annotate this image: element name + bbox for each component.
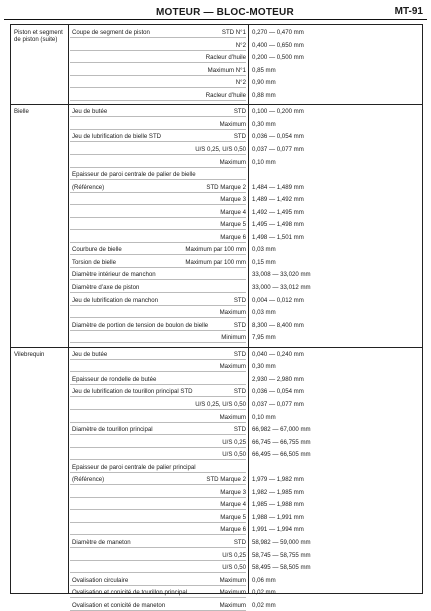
spec-condition: Maximum [219,589,246,597]
row-rule [70,204,246,205]
table-row [11,144,422,155]
table-row [11,90,422,101]
spec-value: 58,745 — 58,755 mm [252,551,311,559]
row-rule [70,50,246,51]
table-row [11,27,422,38]
spec-description: (Référence) [72,476,105,484]
spec-value: 0,15 mm [252,258,276,266]
spec-value: 58,495 — 58,505 mm [252,564,311,572]
row-rule [70,459,246,460]
row-rule [70,422,246,423]
spec-value: 2,930 — 2,980 mm [252,375,304,383]
row-rule [70,330,246,331]
table-row [11,119,422,130]
row-rule [70,384,246,385]
row-rule [70,129,246,130]
spec-value: 58,982 — 59,000 mm [252,539,311,546]
spec-description: Jeu de lubrification de tourillon principal STD [72,388,193,396]
spec-description: Diamètre de maneton [72,539,131,546]
section-label: Piston et segment de piston (suite) [14,29,63,44]
table-row [11,295,422,306]
spec-condition: STD [233,321,246,329]
spec-value: 1,985 — 1,988 mm [252,501,304,509]
spec-value: 1,484 — 1,489 mm [252,183,304,191]
row-rule [70,192,246,193]
row-rule [70,267,246,268]
spec-condition: Marque 5 [220,513,246,521]
spec-description: Diamètre d’axe de piston [72,284,140,291]
table-row [11,40,422,51]
spec-value: 0,100 — 0,200 mm [252,108,304,116]
row-rule [70,597,246,598]
spec-condition: U/S 0,50 [222,451,246,459]
row-rule [70,472,246,473]
spec-description: Courbure de bielle [72,246,122,254]
spec-description: (Référence) [72,183,105,191]
spec-value: 0,270 — 0,470 mm [252,29,304,36]
spec-condition: U/S 0,25 [222,551,246,559]
spec-condition: Maximum par 100 mm [185,258,246,266]
row-rule [70,242,246,243]
row-rule [70,154,246,155]
row-rule [70,305,246,306]
spec-condition: Maximum N°1 [207,66,246,74]
section-label: Vilebrequin [14,350,45,358]
row-rule [70,116,246,117]
spec-value: 1,492 — 1,495 mm [252,208,304,216]
spec-value: 1,991 — 1,994 mm [252,526,304,534]
table-row [11,194,422,205]
spec-condition: U/S 0,25, U/S 0,50 [195,145,246,153]
spec-value: 66,982 — 67,000 mm [252,426,311,434]
spec-condition: STD [233,426,246,434]
table-row [11,537,422,548]
table-row [11,412,422,423]
row-rule [70,87,246,88]
table-row [11,349,422,360]
spec-value: 1,498 — 1,501 mm [252,233,304,241]
row-rule [70,179,246,180]
spec-value: 0,88 mm [252,91,276,99]
spec-condition: U/S 0,50 [222,564,246,572]
spec-value: 0,30 mm [252,120,276,128]
spec-description: Ovalisation circulaire [72,576,129,584]
spec-condition: Marque 4 [220,501,246,509]
table-row [11,320,422,331]
spec-condition: Maximum [219,413,246,421]
spec-value: 0,03 mm [252,309,276,317]
spec-value: 0,037 — 0,077 mm [252,400,304,408]
spec-condition: Marque 3 [220,196,246,204]
spec-condition: U/S 0,25 [222,438,246,446]
row-rule [70,560,246,561]
spec-value: 1,988 — 1,991 mm [252,513,304,521]
row-rule [70,317,246,318]
row-rule [70,254,246,255]
spec-value: 7,95 mm [252,334,276,342]
table-row [11,424,422,435]
spec-value: 0,004 — 0,012 mm [252,296,304,304]
spec-condition: STD [233,539,246,546]
table-row [11,386,422,397]
spec-condition: Marque 4 [220,208,246,216]
spec-condition: Maximum [219,309,246,317]
spec-value: 0,10 mm [252,413,276,421]
spec-description: Torsion de bielle [72,258,117,266]
spec-condition: STD [233,108,246,116]
spec-condition: Minimum [221,334,246,342]
section-divider [11,347,422,348]
table-row [11,77,422,88]
spec-description: Jeu de lubrification de bielle STD [72,133,162,141]
table-row [11,524,422,535]
spec-description: Diamètre de portion de tension de boulon de bielle [72,321,209,329]
row-rule [70,447,246,448]
row-rule [70,522,246,523]
spec-condition: STD [233,133,246,141]
header-rule [4,19,427,20]
table-row [11,257,422,268]
spec-value: 66,495 — 66,505 mm [252,451,311,459]
table-row [11,562,422,573]
table-row [11,157,422,168]
spec-condition: N°2 [235,79,246,87]
table-row [11,65,422,76]
page-header [0,0,431,22]
table-row [11,512,422,523]
spec-value: 0,400 — 0,650 mm [252,41,304,49]
spec-condition: Marque 6 [220,526,246,534]
spec-value: 0,10 mm [252,158,276,166]
spec-description: Diamètre intérieur de manchon [72,271,156,279]
row-rule [70,75,246,76]
spec-value: 0,30 mm [252,363,276,371]
table-row [11,587,422,598]
spec-condition: Marque 5 [220,221,246,229]
spec-description: Epaisseur de paroi centrale de palier de bielle [72,171,196,179]
spec-value: 0,90 mm [252,79,276,87]
row-rule [70,509,246,510]
spec-condition: Maximum par 100 mm [185,246,246,254]
spec-description: Epaisseur de rondelle de butée [72,375,157,383]
row-rule [70,434,246,435]
row-rule [70,167,246,168]
row-rule [70,547,246,548]
spec-condition: Maximum [219,363,246,371]
table-row [11,462,422,473]
row-rule [70,371,246,372]
table-row [11,219,422,230]
table-row [11,182,422,193]
page-title: MOTEUR — BLOC-MOTEUR [156,7,294,18]
row-rule [70,572,246,573]
table-row [11,499,422,510]
spec-value: 1,979 — 1,982 mm [252,476,304,484]
table-row [11,374,422,385]
row-rule [70,229,246,230]
row-rule [70,484,246,485]
page-number: MT-91 [394,6,423,17]
spec-condition: N°2 [235,41,246,49]
spec-value: 0,02 mm [252,601,276,609]
spec-condition: U/S 0,25, U/S 0,50 [195,400,246,408]
table-row [11,332,422,343]
spec-condition: Maximum [219,576,246,584]
row-rule [70,359,246,360]
spec-condition: STD [233,350,246,358]
row-rule [70,37,246,38]
spec-value: 66,745 — 66,755 mm [252,438,311,446]
spec-condition: Maximum [219,158,246,166]
spec-value: 0,036 — 0,054 mm [252,133,304,141]
spec-condition: STD N°1 [221,29,246,36]
table-row [11,399,422,410]
table-row [11,474,422,485]
row-rule [70,279,246,280]
row-rule [70,342,246,343]
section-divider [11,104,422,105]
spec-description: Coupe de segment de piston [72,29,150,36]
spec-condition: Maximum [219,120,246,128]
spec-description: Ovalisation et conicité de maneton [72,601,166,609]
spec-value: 1,489 — 1,492 mm [252,196,304,204]
table-row [11,106,422,117]
table-row [11,131,422,142]
spec-condition: Marque 3 [220,488,246,496]
table-row [11,52,422,63]
spec-table [10,24,423,609]
row-rule [70,396,246,397]
spec-value: 0,200 — 0,500 mm [252,54,304,62]
row-rule [70,497,246,498]
row-rule [70,141,246,142]
row-rule [70,62,246,63]
table-row [11,244,422,255]
spec-condition: STD Marque 2 [206,183,246,191]
spec-condition: STD Marque 2 [206,476,246,484]
spec-description: Jeu de butée [72,350,108,358]
spec-value: 1,982 — 1,985 mm [252,488,304,496]
table-row [11,232,422,243]
spec-condition: Racleur d’huile [205,54,246,62]
spec-value: 0,037 — 0,077 mm [252,145,304,153]
spec-description: Epaisseur de paroi centrale de palier principal [72,463,196,471]
row-rule [70,100,246,101]
table-row [11,361,422,372]
table-row [11,550,422,561]
table-row [11,437,422,448]
row-rule [70,585,246,586]
row-rule [70,292,246,293]
table-row [11,169,422,180]
spec-value: 1,495 — 1,498 mm [252,221,304,229]
spec-value: 33,000 — 33,012 mm [252,284,311,291]
spec-value: 0,03 mm [252,246,276,254]
section-label: Bielle [14,108,29,116]
table-row [11,269,422,280]
table-row [11,600,422,611]
spec-condition: Marque 6 [220,233,246,241]
row-rule [70,217,246,218]
spec-description: Jeu de lubrification de manchon [72,296,159,304]
table-row [11,307,422,318]
table-row [11,449,422,460]
spec-value: 0,036 — 0,054 mm [252,388,304,396]
row-rule [70,409,246,410]
spec-value: 0,040 — 0,240 mm [252,350,304,358]
spec-description: Diamètre de tourillon principal [72,426,153,434]
spec-value: 0,85 mm [252,66,276,74]
spec-condition: Racleur d’huile [205,91,246,99]
table-row [11,207,422,218]
spec-value: 8,300 — 8,400 mm [252,321,304,329]
spec-value: 0,06 mm [252,576,276,584]
table-row [11,575,422,586]
spec-condition: STD [233,296,246,304]
table-row [11,487,422,498]
row-rule [70,534,246,535]
spec-condition: STD [233,388,246,396]
table-row [11,282,422,293]
spec-condition: Maximum [219,601,246,609]
spec-description: Jeu de butée [72,108,108,116]
spec-description: Ovalisation et conicité de tourillon principal [72,589,188,597]
spec-value: 0,02 mm [252,589,276,597]
spec-value: 33,008 — 33,020 mm [252,271,311,279]
